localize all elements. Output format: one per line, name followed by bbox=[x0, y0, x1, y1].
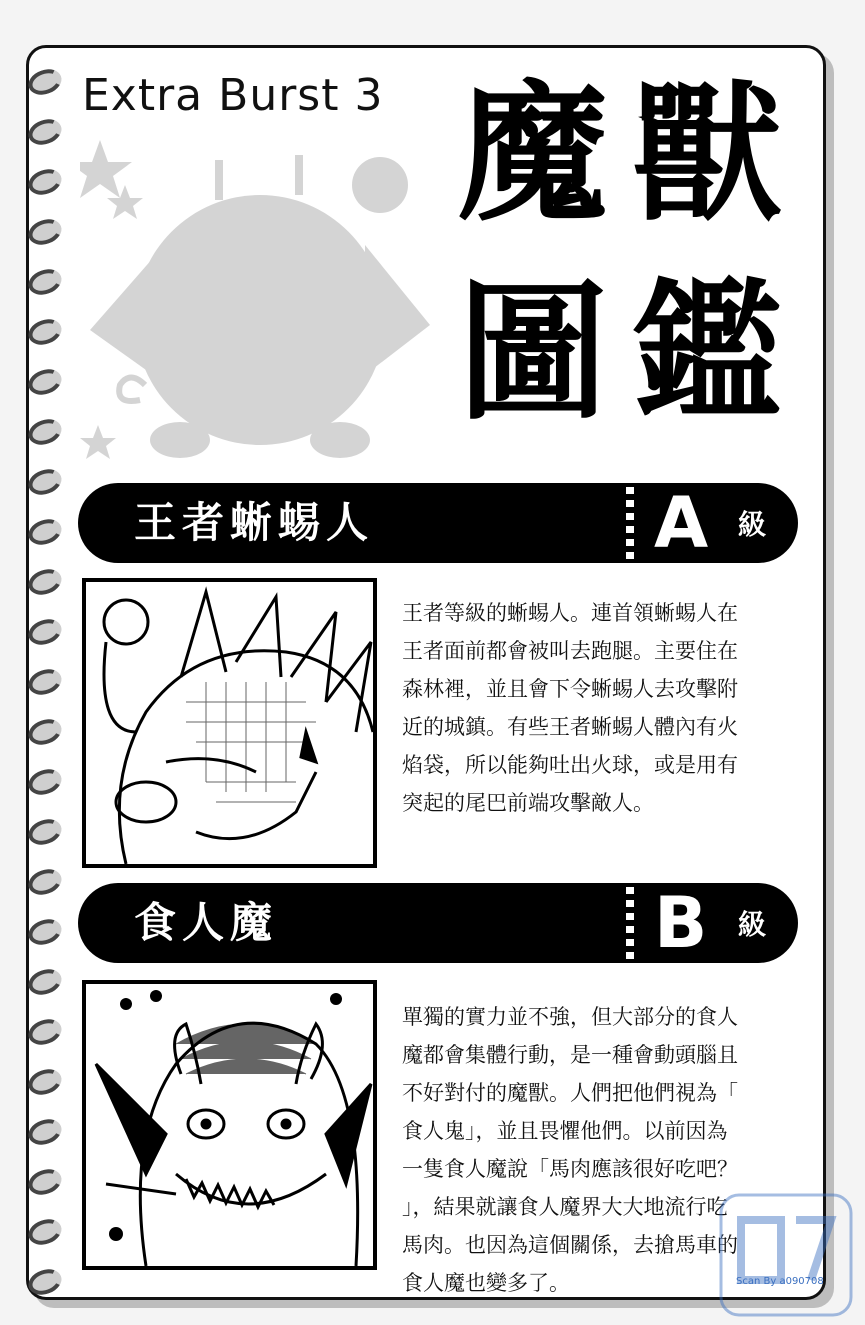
mascot-ear bbox=[352, 157, 408, 213]
binding-ring bbox=[25, 915, 65, 949]
binding-ring bbox=[25, 1215, 65, 1249]
binding-ring bbox=[25, 65, 65, 99]
mascot-foot bbox=[150, 422, 210, 458]
mascot-antenna bbox=[215, 160, 223, 200]
binding-ring bbox=[25, 165, 65, 199]
title-char: 魔 bbox=[457, 68, 608, 242]
binding-ring bbox=[25, 765, 65, 799]
mascot-antenna bbox=[295, 155, 303, 195]
swirl-tail bbox=[119, 378, 145, 402]
series-title: Extra Burst 3 bbox=[82, 70, 384, 121]
watermark-text: Scan By a090708 bbox=[736, 1276, 824, 1287]
title-char: 鑑 bbox=[631, 267, 782, 441]
mascot-foot bbox=[310, 422, 370, 458]
binding-ring bbox=[25, 565, 65, 599]
binding-ring bbox=[25, 1115, 65, 1149]
binding-ring bbox=[25, 1015, 65, 1049]
rank-suffix: 級 bbox=[738, 908, 767, 941]
rank-letter: A bbox=[654, 482, 709, 564]
mascot-body bbox=[135, 195, 385, 445]
entry-header-lizardman-king bbox=[78, 483, 798, 563]
lizardman-king-icon bbox=[86, 582, 373, 864]
entry-description: 單獨的實力並不強，但大部分的食人 魔都會集體行動，是一種會動頭腦且 不好對付的魔獸。人們把他們視為「 食人鬼」，並且畏懼他們。以前因為 一隻食人魔說「馬肉應該很好吃吧？ 」，結果就讓食人魔界大大地流行吃 馬肉。也因為這個關係，去搶馬車的 食人魔也變多了。 bbox=[402, 1005, 738, 1295]
binding-ring bbox=[25, 615, 65, 649]
binding-ring bbox=[25, 415, 65, 449]
mascot-silhouette-icon bbox=[80, 130, 440, 480]
rank-letter: B bbox=[654, 882, 708, 964]
entry-header-ogre bbox=[78, 883, 798, 963]
binding-ring bbox=[25, 865, 65, 899]
star-icon bbox=[80, 425, 116, 459]
binding-ring bbox=[25, 1065, 65, 1099]
ogre-icon bbox=[86, 984, 373, 1266]
binding-ring bbox=[25, 715, 65, 749]
binding-ring bbox=[25, 365, 65, 399]
title-char: 圖 bbox=[457, 267, 608, 441]
page-title bbox=[450, 65, 790, 455]
binding-ring bbox=[25, 515, 65, 549]
title-char: 獸 bbox=[631, 68, 782, 242]
dotted-divider bbox=[626, 487, 634, 559]
ogre-illustration bbox=[82, 980, 377, 1270]
entry-name: 食人魔 bbox=[134, 898, 279, 947]
rank-suffix: 級 bbox=[738, 508, 767, 541]
dotted-divider bbox=[626, 887, 634, 959]
binding-ring bbox=[25, 265, 65, 299]
spiral-binding bbox=[26, 70, 66, 1280]
lizardman-king-illustration bbox=[82, 578, 377, 868]
binding-ring bbox=[25, 315, 65, 349]
binding-ring bbox=[25, 965, 65, 999]
binding-ring bbox=[25, 215, 65, 249]
binding-ring bbox=[25, 465, 65, 499]
entry-name: 王者蜥蜴人 bbox=[134, 498, 375, 547]
entry-description: 王者等級的蜥蜴人。連首領蜥蜴人在 王者面前都會被叫去跑腿。主要住在 森林裡，並且會下令蜥蜴人去攻擊附 近的城鎮。有些王者蜥蜴人體內有火 焰袋，所以能夠吐出火球，或是用有 突起的尾巴前端攻擊敵人。 bbox=[402, 601, 738, 815]
binding-ring bbox=[25, 115, 65, 149]
scan-watermark-logo-icon bbox=[716, 1190, 856, 1320]
binding-ring bbox=[25, 1165, 65, 1199]
binding-ring bbox=[25, 815, 65, 849]
binding-ring bbox=[25, 665, 65, 699]
